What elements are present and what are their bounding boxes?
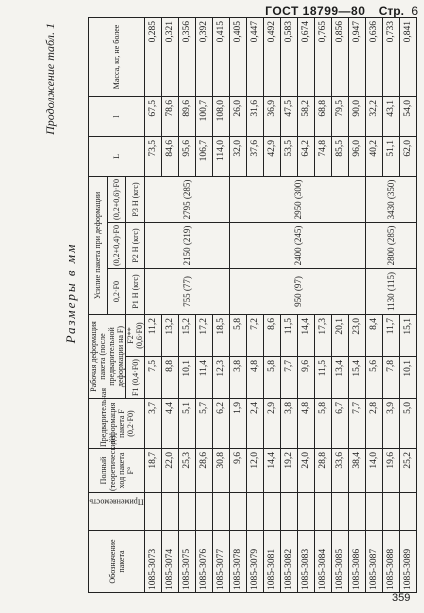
col-force-group: Усилие пакета при деформации — [89, 176, 108, 314]
cell-l: 43,1 — [383, 96, 400, 136]
cell-designation: 1085-3081 — [264, 531, 281, 593]
cell-applicability — [213, 493, 230, 531]
col-pre-deformation: Предварительная деформация пакета F (0,2·F0) — [89, 399, 145, 449]
cell-mass: 0,321 — [162, 17, 179, 96]
cell-l: 26,0 — [230, 96, 247, 136]
cell-pre-deformation: 3,7 — [145, 399, 162, 449]
cell-mass: 0,492 — [264, 17, 281, 96]
cell-l: 67,5 — [145, 96, 162, 136]
table-body — [145, 17, 417, 592]
cell-free-stroke: 28,8 — [315, 449, 332, 493]
cell-mass: 0,356 — [179, 17, 196, 96]
cell-applicability — [315, 493, 332, 531]
cell-f2: 23,0 — [349, 315, 366, 357]
cell-f2: 14,4 — [298, 315, 315, 357]
cell-mass: 0,285 — [145, 17, 162, 96]
cell-l: 32,2 — [366, 96, 383, 136]
cell-designation: 1085-3082 — [281, 531, 298, 593]
cell-L: 85,5 — [332, 136, 349, 176]
cell-l: 36,9 — [264, 96, 281, 136]
cell-free-stroke: 24,0 — [298, 449, 315, 493]
cell-designation: 1085-3074 — [162, 531, 179, 593]
cell-mass: 0,636 — [366, 17, 383, 96]
page-counter: 6 — [411, 4, 418, 18]
cell-applicability — [264, 493, 281, 531]
cell-mass: 0,674 — [298, 17, 315, 96]
cell-pre-deformation: 5,7 — [196, 399, 213, 449]
gost-number: ГОСТ 18799—80 — [265, 4, 366, 18]
cell-free-stroke: 14,0 — [366, 449, 383, 493]
cell-f1: 7,5 — [145, 357, 162, 399]
cell-f1: 8,8 — [162, 357, 179, 399]
cell-f2: 20,1 — [332, 315, 349, 357]
cell-mass: 0,856 — [332, 17, 349, 96]
cell-force-p1: 950 (97) — [230, 269, 366, 315]
cell-force-p1: 755 (77) — [145, 269, 230, 315]
cell-f1: 5,6 — [366, 357, 383, 399]
cell-applicability — [383, 493, 400, 531]
cell-force-p3: 2795 (285) — [145, 176, 230, 222]
cell-l: 54,0 — [400, 96, 417, 136]
cell-pre-deformation: 6,2 — [213, 399, 230, 449]
cell-f2: 15,1 — [400, 315, 417, 357]
cell-L: 32,0 — [230, 136, 247, 176]
cell-l: 108,0 — [213, 96, 230, 136]
cell-f1: 12,3 — [213, 357, 230, 399]
cell-force-p3: 2950 (300) — [230, 176, 366, 222]
col-p2: P2 Н (кгс) — [126, 223, 145, 269]
cell-pre-deformation: 1,9 — [230, 399, 247, 449]
cell-L: 51,1 — [383, 136, 400, 176]
cell-L: 114,0 — [213, 136, 230, 176]
cell-free-stroke: 38,4 — [349, 449, 366, 493]
cell-applicability — [349, 493, 366, 531]
continuation-label: Продолжение табл. 1 — [43, 23, 57, 135]
cell-designation: 1085-3076 — [196, 531, 213, 593]
col-force-02: 0,2·F0 — [107, 269, 126, 315]
cell-designation: 1085-3089 — [400, 531, 417, 593]
cell-pre-deformation: 5,1 — [179, 399, 196, 449]
cell-pre-deformation: 3,8 — [281, 399, 298, 449]
cell-L: 42,9 — [264, 136, 281, 176]
cell-designation: 1085-3075 — [179, 531, 196, 593]
cell-mass: 0,733 — [383, 17, 400, 96]
cell-f1: 10,1 — [179, 357, 196, 399]
cell-pre-deformation: 6,7 — [332, 399, 349, 449]
cell-designation: 1085-3073 — [145, 531, 162, 593]
cell-mass: 0,841 — [400, 17, 417, 96]
cell-f1: 11,5 — [315, 357, 332, 399]
col-f1: F1 (0,4·F0) — [126, 357, 145, 399]
cell-designation: 1085-3087 — [366, 531, 383, 593]
cell-l: 100,7 — [196, 96, 213, 136]
cell-designation: 1085-3084 — [315, 531, 332, 593]
col-f2: F2** (0,6·F0) — [126, 315, 145, 357]
cell-f1: 4,8 — [247, 357, 264, 399]
cell-force-p2: 2150 (219) — [145, 223, 230, 269]
cell-pre-deformation: 4,4 — [162, 399, 179, 449]
cell-mass: 0,415 — [213, 17, 230, 96]
table-row — [145, 17, 162, 592]
cell-f2: 15,2 — [179, 315, 196, 357]
cell-pre-deformation: 2,8 — [366, 399, 383, 449]
cell-applicability — [366, 493, 383, 531]
cell-mass: 0,765 — [315, 17, 332, 96]
cell-applicability — [298, 493, 315, 531]
cell-mass: 0,392 — [196, 17, 213, 96]
cell-pre-deformation: 5,0 — [400, 399, 417, 449]
cell-free-stroke: 30,8 — [213, 449, 230, 493]
cell-L: 106,7 — [196, 136, 213, 176]
cell-designation: 1085-3079 — [247, 531, 264, 593]
page-header — [265, 4, 418, 18]
cell-l: 89,6 — [179, 96, 196, 136]
rotated-table-block — [43, 18, 413, 593]
cell-f1: 9,6 — [298, 357, 315, 399]
cell-pre-deformation: 7,7 — [349, 399, 366, 449]
cell-l: 79,5 — [332, 96, 349, 136]
col-l: l — [89, 96, 145, 136]
page-label: Стр. — [378, 4, 404, 18]
cell-f2: 18,5 — [213, 315, 230, 357]
cell-f2: 13,2 — [162, 315, 179, 357]
cell-applicability — [230, 493, 247, 531]
col-p1: P1 Н (кгс) — [126, 269, 145, 315]
cell-f2: 17,2 — [196, 315, 213, 357]
cell-f1: 3,8 — [230, 357, 247, 399]
cell-free-stroke: 19,2 — [281, 449, 298, 493]
cell-l: 90,0 — [349, 96, 366, 136]
cell-mass: 0,447 — [247, 17, 264, 96]
cell-pre-deformation: 2,4 — [247, 399, 264, 449]
cell-L: 62,0 — [400, 136, 417, 176]
cell-applicability — [332, 493, 349, 531]
cell-f1: 5,8 — [264, 357, 281, 399]
cell-L: 84,6 — [162, 136, 179, 176]
cell-L: 40,2 — [366, 136, 383, 176]
cell-pre-deformation: 4,8 — [298, 399, 315, 449]
col-full-stroke: Полный (теоретический) ход пакета F° — [89, 449, 145, 493]
cell-f2: 8,4 — [366, 315, 383, 357]
cell-f1: 7,8 — [383, 357, 400, 399]
cell-f1: 7,7 — [281, 357, 298, 399]
cell-free-stroke: 25,3 — [179, 449, 196, 493]
col-applicability: Применяемость — [89, 493, 145, 531]
cell-designation: 1085-3088 — [383, 531, 400, 593]
cell-L: 95,6 — [179, 136, 196, 176]
cell-free-stroke: 14,4 — [264, 449, 281, 493]
table-row — [366, 17, 383, 592]
cell-f2: 5,8 — [230, 315, 247, 357]
cell-L: 74,8 — [315, 136, 332, 176]
cell-designation: 1085-3086 — [349, 531, 366, 593]
col-force-026: (0,2+0,6)·F0 — [107, 176, 126, 222]
cell-pre-deformation: 5,8 — [315, 399, 332, 449]
cell-f1: 15,4 — [349, 357, 366, 399]
cell-applicability — [145, 493, 162, 531]
cell-applicability — [196, 493, 213, 531]
cell-l: 31,6 — [247, 96, 264, 136]
col-force-024: (0,2+0,4)·F0 — [107, 223, 126, 269]
cell-designation: 1085-3078 — [230, 531, 247, 593]
cell-designation: 1085-3077 — [213, 531, 230, 593]
cell-L: 64,2 — [298, 136, 315, 176]
section-title: Размеры в мм — [63, 242, 78, 344]
cell-L: 73,5 — [145, 136, 162, 176]
cell-f2: 11,5 — [281, 315, 298, 357]
cell-pre-deformation: 2,9 — [264, 399, 281, 449]
cell-designation: 1085-3083 — [298, 531, 315, 593]
col-p3: P3 Н (кгс) — [126, 176, 145, 222]
cell-free-stroke: 9,6 — [230, 449, 247, 493]
cell-L: 53,5 — [281, 136, 298, 176]
cell-free-stroke: 18,7 — [145, 449, 162, 493]
cell-designation: 1085-3085 — [332, 531, 349, 593]
col-working-deformation: Рабочая деформация пакета (после предварительной деформации на F) — [89, 315, 126, 399]
cell-applicability — [400, 493, 417, 531]
cell-force-p2: 2400 (245) — [230, 223, 366, 269]
cell-L: 37,6 — [247, 136, 264, 176]
cell-free-stroke: 22,0 — [162, 449, 179, 493]
cell-pre-deformation: 3,9 — [383, 399, 400, 449]
page-number: 359 — [392, 592, 411, 604]
col-L: L — [89, 136, 145, 176]
col-designation: Обозначение пакета — [89, 531, 145, 593]
cell-force-p1: 1130 (115) — [366, 269, 417, 315]
cell-force-p2: 2800 (285) — [366, 223, 417, 269]
cell-mass: 0,405 — [230, 17, 247, 96]
cell-free-stroke: 12,0 — [247, 449, 264, 493]
cell-mass: 0,583 — [281, 17, 298, 96]
cell-f1: 10,1 — [400, 357, 417, 399]
cell-f2: 8,6 — [264, 315, 281, 357]
cell-mass: 0,947 — [349, 17, 366, 96]
cell-applicability — [179, 493, 196, 531]
cell-l: 47,5 — [281, 96, 298, 136]
cell-f2: 7,2 — [247, 315, 264, 357]
cell-l: 78,6 — [162, 96, 179, 136]
table-row — [230, 17, 247, 592]
cell-applicability — [247, 493, 264, 531]
cell-f2: 11,2 — [145, 315, 162, 357]
cell-applicability — [162, 493, 179, 531]
cell-l: 58,2 — [298, 96, 315, 136]
cell-free-stroke: 19,6 — [383, 449, 400, 493]
cell-free-stroke: 28,6 — [196, 449, 213, 493]
dimensions-table — [88, 17, 417, 593]
cell-f2: 17,3 — [315, 315, 332, 357]
cell-l: 68,8 — [315, 96, 332, 136]
cell-L: 96,0 — [349, 136, 366, 176]
cell-force-p3: 3430 (350) — [366, 176, 417, 222]
col-mass: Масса, кг, не более — [89, 17, 145, 96]
cell-free-stroke: 25,2 — [400, 449, 417, 493]
cell-free-stroke: 33,6 — [332, 449, 349, 493]
cell-applicability — [281, 493, 298, 531]
cell-f1: 11,4 — [196, 357, 213, 399]
cell-f1: 13,4 — [332, 357, 349, 399]
cell-f2: 11,7 — [383, 315, 400, 357]
